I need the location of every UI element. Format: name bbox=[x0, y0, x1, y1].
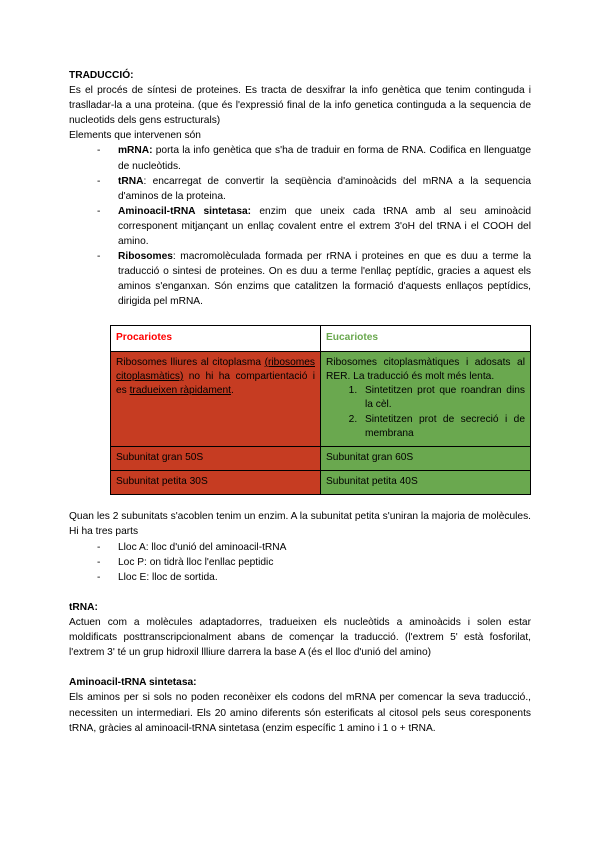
element-text: : encarregat de convertir la seqüència d'aminoàcids del mRNA a la sequencia d'aminos de la proteina. bbox=[118, 175, 531, 202]
list-item: - Lloc A: lloc d'unió del aminoacil-tRNA bbox=[69, 540, 531, 555]
element-term: Aminoacil-tRNA sintetasa: bbox=[118, 205, 252, 217]
list-item bbox=[69, 249, 531, 309]
list-item: - Lloc E: lloc de sortida. bbox=[69, 570, 531, 585]
list-item: 2. Sintetitzen prot de secreció i de membrana bbox=[360, 413, 525, 441]
header-label-eukaryotes: Eucariotes bbox=[326, 331, 379, 343]
comparison-table bbox=[110, 325, 531, 496]
cell-prokaryote-small-subunit: Subunitat petita 30S bbox=[111, 471, 321, 495]
elements-lead: Elements que intervenen són bbox=[69, 130, 201, 142]
cell-text-part-underlined: tradueixen ràpidament bbox=[129, 385, 231, 397]
cell-text-part: no hi ha compartientació i es bbox=[116, 370, 315, 397]
list-item bbox=[69, 204, 531, 249]
element-text: enzim que uneix cada tRNA amb al seu aminoàcid corresponent mitjançant un enllaç covalent entre el extrem 3'oH del tRNA i el COOH del amino. bbox=[118, 205, 531, 248]
ribosome-sites-list bbox=[69, 540, 531, 585]
element-text: : macromolèculada formada per rRNA i proteines en que es duu a terme la traducció o sintesi de proteines. On es duu a terme l'enllaç peptídic, gracies a aquest els aminos s'enganxan. Són enzims que catalitzen la formació d'aquests enllaços peptídics, dirigida pel mRNA. bbox=[118, 251, 531, 308]
after-table-paragraph: Quan les 2 subunitats s'acoblen tenim un enzim. A la subunitat petita s'uniran la majoria de molècules. Hi ha tres parts bbox=[69, 511, 531, 538]
table-row bbox=[111, 471, 531, 495]
cell-eukaryote-large-subunit: Subunitat gran 60S bbox=[321, 446, 531, 470]
table-header-row bbox=[111, 325, 531, 351]
element-term: tRNA bbox=[118, 175, 144, 187]
cell-text-part: Ribosomes lliures al citoplasma bbox=[116, 356, 265, 368]
eukaryote-numbered-list bbox=[326, 384, 525, 441]
cell-eukaryote-ribosomes bbox=[321, 351, 531, 446]
comparison-table-wrapper bbox=[69, 325, 531, 496]
section-spacer bbox=[69, 585, 531, 600]
header-label-prokaryotes: Procariotes bbox=[116, 331, 173, 343]
element-term: Ribosomes bbox=[118, 251, 173, 263]
synthetase-paragraph: Els aminos per si sols no poden reconèixer els codons del mRNA per comencar la seva traducció., necessiten un intermediari. Els 20 amino diferents són esterificats al citosol pels seus coresponents tRNA, gràcies al aminoacil-tRNA sintetasa (enzim específic 1 amino i 1 o + tRNA. bbox=[69, 692, 531, 734]
section-spacer bbox=[69, 660, 531, 675]
table-row bbox=[111, 351, 531, 446]
intro-paragraph: Es el procés de síntesi de proteines. Es tracta de desxifrar la info genètica que tenim continguda i traslladar-la a una proteina. (que és l'expressió final de la info genetica continguda a la sequencia de nucleotids dels gens estructurals) bbox=[69, 85, 531, 127]
cell-text-part-underlined: (ribosomes citoplasmàtics) bbox=[116, 356, 315, 382]
synthetase-heading: Aminoacil-tRNA sintetasa: bbox=[69, 677, 197, 689]
page-title: TRADUCCIÓ: bbox=[69, 70, 134, 81]
list-item bbox=[69, 143, 531, 173]
elements-list bbox=[69, 143, 531, 309]
cell-text: Ribosomes citoplasmàtiques i adosats al RER. La traducció és molt més lenta. bbox=[326, 356, 525, 382]
element-term: mRNA: bbox=[118, 145, 153, 157]
list-item bbox=[69, 174, 531, 204]
table-row bbox=[111, 446, 531, 470]
document-body bbox=[69, 68, 531, 736]
table-header-prokaryotes bbox=[111, 325, 321, 351]
list-item: - Loc P: on tidrà lloc l'enllac peptidic bbox=[69, 555, 531, 570]
list-item: 1. Sintetitzen prot que roandran dins la cèl. bbox=[360, 384, 525, 412]
cell-eukaryote-small-subunit: Subunitat petita 40S bbox=[321, 471, 531, 495]
cell-prokaryote-ribosomes bbox=[111, 351, 321, 446]
table-header-eukaryotes bbox=[321, 325, 531, 351]
element-text: porta la info genètica que s'ha de traduir en forma de RNA. Codifica en llenguatge de nucleòtids. bbox=[118, 145, 531, 172]
cell-text-part: . bbox=[230, 385, 234, 397]
trna-paragraph: Actuen com a molècules adaptadorres, tradueixen els nucleòtids a aminoàcids i solen estar moldificats posttranscripcionalment abans de començar la traducció. (l'extrem 5' està fosforilat, l'extrem 3' té un grup hidroxil llliure darrera la base A (és el lloc d'unió del amino) bbox=[69, 616, 531, 659]
trna-heading: tRNA: bbox=[69, 601, 98, 613]
cell-prokaryote-large-subunit: Subunitat gran 50S bbox=[111, 446, 321, 470]
